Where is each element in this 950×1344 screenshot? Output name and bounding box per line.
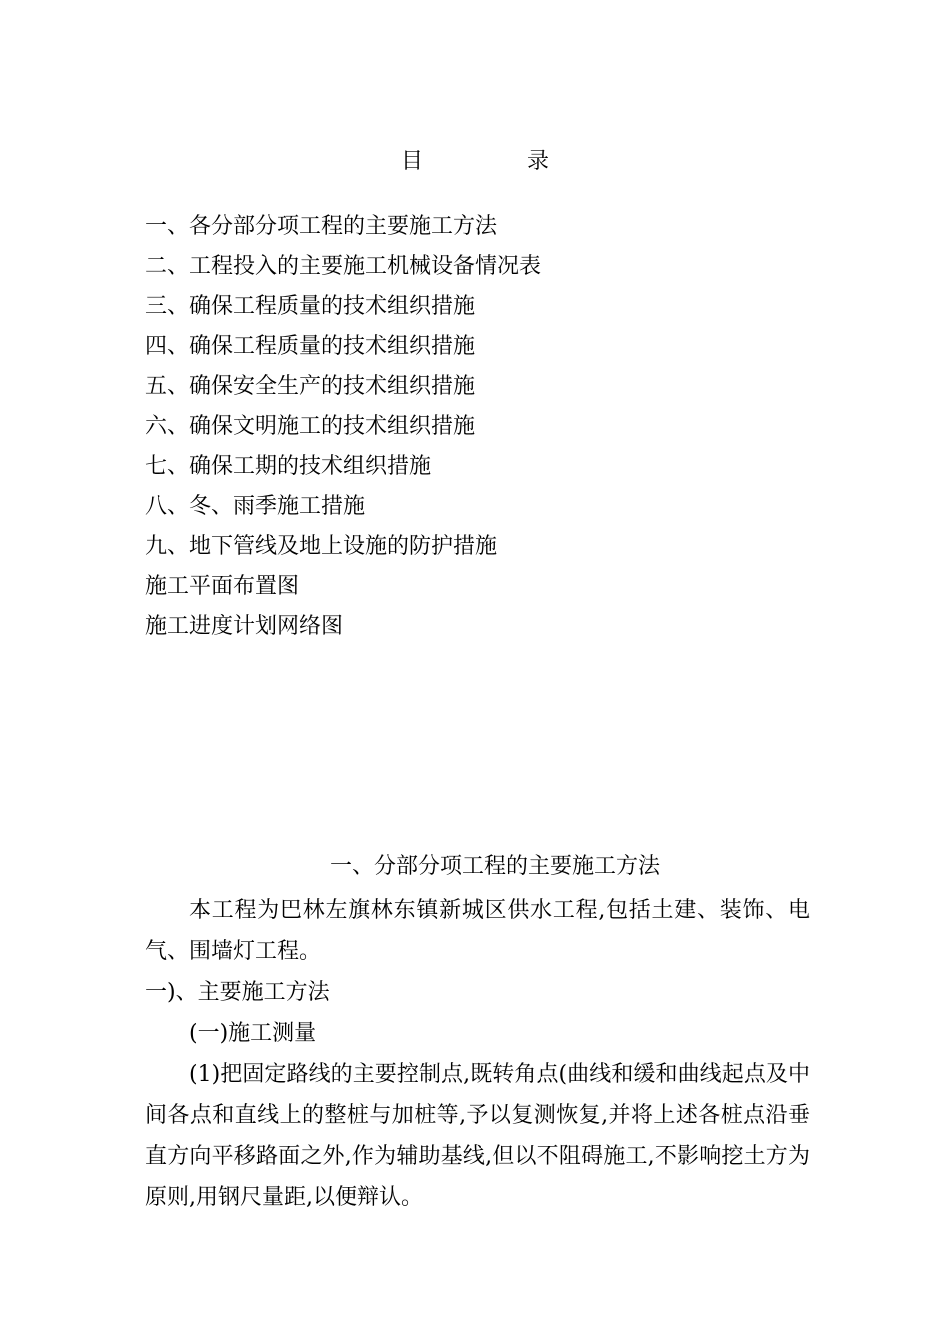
toc-title: [0, 148, 950, 176]
toc-item: 三、确保工程质量的技术组织措施: [145, 294, 476, 319]
toc-item: 八、冬、雨季施工措施: [145, 494, 366, 519]
section-body: [145, 890, 810, 1218]
subheading: 一)、主要施工方法: [145, 980, 330, 1005]
toc-title-char-2: 录: [527, 149, 550, 174]
toc-item: 二、工程投入的主要施工机械设备情况表: [145, 254, 542, 279]
body-paragraph: (1)把固定路线的主要控制点,既转角点(曲线和缓和曲线起点及中间各点和直线上的整桩与加桩等,予以复测恢复,并将上述各桩点沿垂直方向平移路面之外,作为辅助基线,但以不阻碍施工,不影响挖土方为原则,用钢尺量距,以便辩认。: [145, 1062, 810, 1210]
toc-item: 九、地下管线及地上设施的防护措施: [145, 534, 498, 559]
toc-item: 六、确保文明施工的技术组织措施: [145, 414, 476, 439]
toc-item: 一、各分部分项工程的主要施工方法: [145, 214, 498, 239]
toc-list: [145, 210, 825, 650]
toc-item: 七、确保工期的技术组织措施: [145, 454, 432, 479]
section-heading: 一、分部分项工程的主要施工方法: [329, 854, 660, 879]
toc-item: 施工平面布置图: [145, 574, 300, 599]
toc-item: 四、确保工程质量的技术组织措施: [145, 334, 476, 359]
toc-item: 施工进度计划网络图: [145, 614, 344, 639]
toc-title-char-1: 目: [400, 149, 423, 174]
subsubheading: (一)施工测量: [189, 1021, 317, 1046]
toc-item: 五、确保安全生产的技术组织措施: [145, 374, 476, 399]
intro-paragraph: 本工程为巴林左旗林东镇新城区供水工程,包括土建、装饰、电气、围墙灯工程。: [145, 898, 810, 964]
